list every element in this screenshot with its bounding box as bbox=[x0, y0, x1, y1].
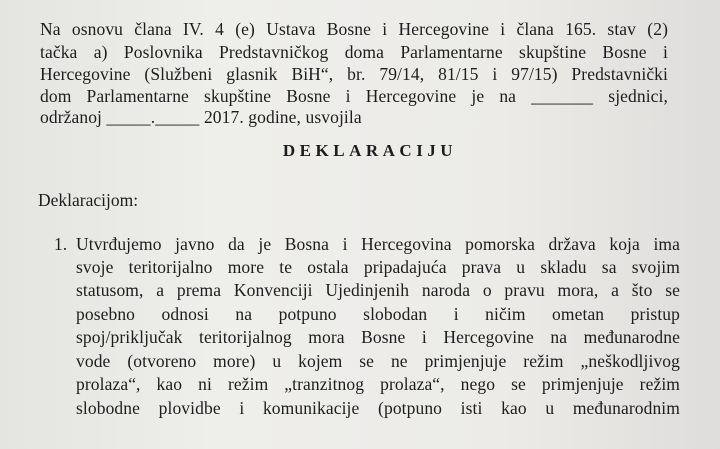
intro-line-4: dom Parlamentarne skupštine Bosne i Hercegovine je na _______ sjednici, bbox=[40, 86, 668, 106]
item-line-7: prolaza“, kao ni režim „tranzitnog prolaza“, nego se primjenjuje režim bbox=[76, 374, 680, 394]
item-line-1: Utvrđujemo javno da je Bosna i Hercegovina pomorska država koja ima bbox=[76, 234, 680, 254]
item-line-2: svoje teritorijalno more te ostala pripadajuća prava u skladu sa svojim bbox=[76, 257, 680, 277]
item-number: 1. bbox=[54, 234, 68, 254]
document-title: DEKLARACIJU bbox=[282, 141, 458, 160]
intro-line-3: Hercegovine (Službeni glasnik BiH“, br. 79/14, 81/15 i 97/15) Predstavnički bbox=[40, 64, 668, 84]
item-line-3: statusom, a prema Konvenciji Ujedinjenih naroda o pravu mora, a što se bbox=[76, 280, 680, 300]
intro-line-2: tačka a) Poslovnika Predstavničkog doma Parlamentarne skupštine Bosne i bbox=[40, 42, 668, 62]
lead-text: Deklaracijom: bbox=[38, 190, 139, 210]
item-line-5: spoj/priključak teritorijalnog mora Bosne i Hercegovine na međunarodne bbox=[76, 327, 680, 347]
item-line-4: posebno odnosi na potpuno slobodan i ničim ometan pristup bbox=[76, 304, 680, 324]
intro-line-1: Na osnovu člana IV. 4 (e) Ustava Bosne i Hercegovine i člana 165. stav (2) bbox=[40, 19, 668, 39]
item-line-8: slobodne plovidbe i komunikacije (potpuno isti kao u međunarodnim bbox=[76, 398, 680, 418]
intro-line-5: održanoj _____._____ 2017. godine, usvojila bbox=[40, 107, 362, 127]
item-line-6: vode (otvoreno more) u kojem se ne primjenjuje režim „neškodljivog bbox=[76, 351, 680, 371]
